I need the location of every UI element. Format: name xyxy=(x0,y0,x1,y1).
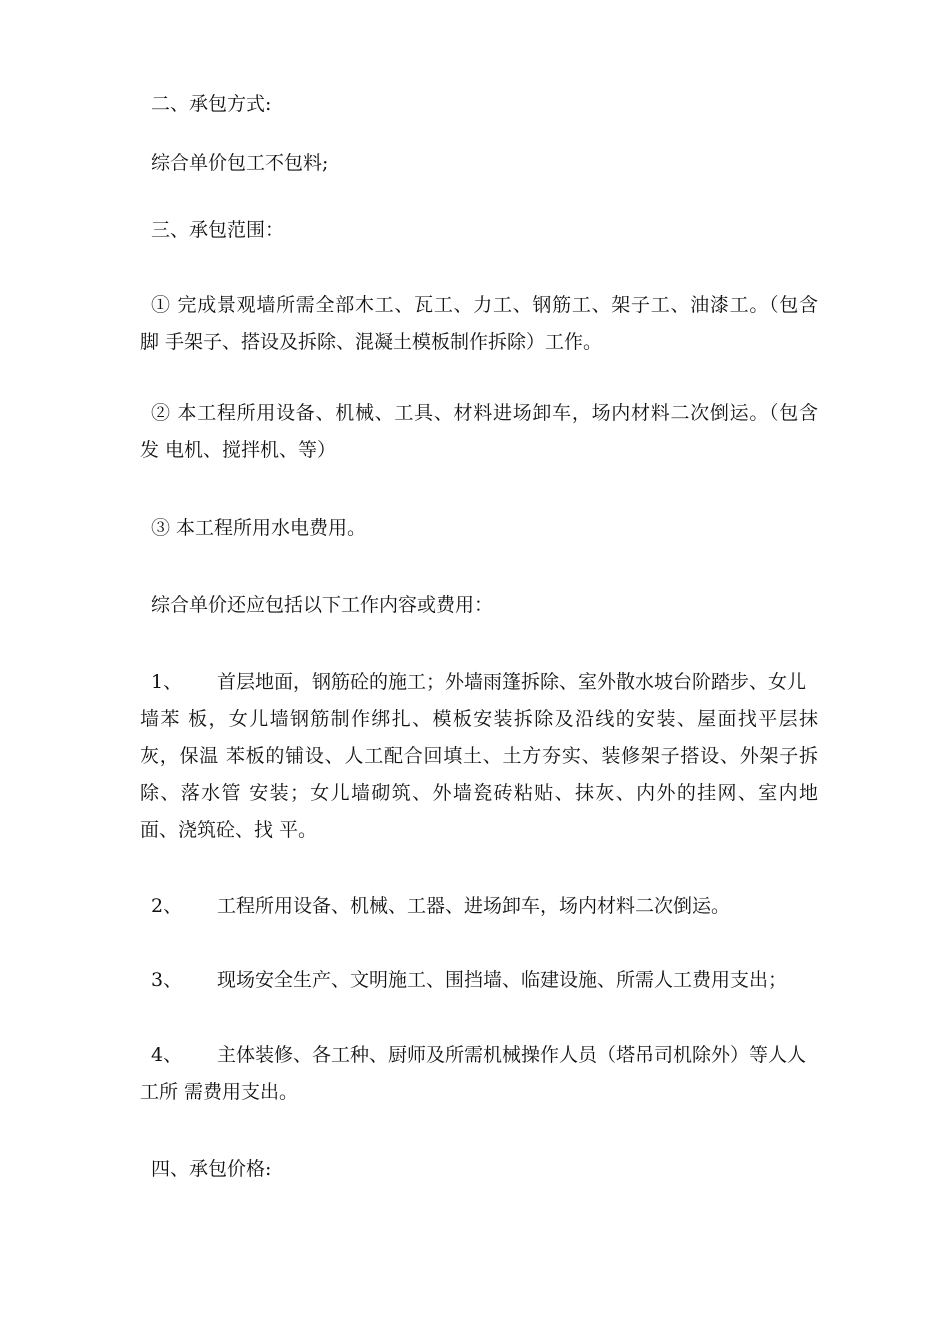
section-2-heading: 二、承包方式: xyxy=(151,93,272,115)
section-4-heading: 四、承包价格: xyxy=(151,1158,272,1180)
unit-price-intro: 综合单价还应包括以下工作内容或费用： xyxy=(151,594,494,616)
item-1-number: 1、 xyxy=(151,671,183,693)
section-3-heading: 三、承包范围： xyxy=(151,219,285,241)
item-1-text: 首层地面，钢筋砼的施工；外墙雨篷拆除、室外散水坡台阶踏步、女儿 xyxy=(217,671,807,693)
item-1-line-4: 除、落水管 安装；女儿墙砌筑、外墙瓷砖粘贴、抹灰、内外的挂网、室内地 xyxy=(140,782,818,804)
item-2-text: 工程所用设备、机械、工器、进场卸车，场内材料二次倒运。 xyxy=(217,895,731,917)
item-4-text: 主体装修、各工种、厨师及所需机械操作人员（塔吊司机除外）等人人 xyxy=(217,1044,807,1066)
item-4-line-1 xyxy=(140,1037,818,1074)
item-2-line-1 xyxy=(140,888,818,925)
scope-clause-1-line-1: ① 完成景观墙所需全部木工、瓦工、力工、钢筋工、架子工、油漆工。（包含 xyxy=(151,294,818,316)
item-3-number: 3、 xyxy=(151,969,183,991)
item-4-line-2: 工所 需费用支出。 xyxy=(140,1081,299,1103)
item-1-line-3: 灰，保温 苯板的铺设、人工配合回填土、土方夯实、装修架子搭设、外架子拆 xyxy=(140,745,818,767)
section-2-body: 综合单价包工不包料; xyxy=(151,152,329,174)
item-1-line-2: 墙苯 板，女儿墙钢筋制作绑扎、模板安装拆除及沿线的安装、屋面找平层抹 xyxy=(140,708,818,730)
item-2-number: 2、 xyxy=(151,895,183,917)
item-3-line-1 xyxy=(140,962,818,999)
scope-clause-3-line-1: ③ 本工程所用水电费用。 xyxy=(151,517,367,539)
scope-clause-2-line-1: ② 本工程所用设备、机械、工具、材料进场卸车，场内材料二次倒运。（包含 xyxy=(151,402,818,424)
item-3-text: 现场安全生产、文明施工、围挡墙、临建设施、所需人工费用支出； xyxy=(217,969,788,991)
item-1-line-1 xyxy=(140,664,818,701)
scope-clause-1-line-2: 脚 手架子、搭设及拆除、混凝土模板制作拆除）工作。 xyxy=(140,331,603,353)
scope-clause-2-line-2: 发 电机、搅拌机、等） xyxy=(140,439,337,461)
item-1-line-5: 面、浇筑砼、找 平。 xyxy=(140,819,318,841)
item-4-number: 4、 xyxy=(151,1044,183,1066)
